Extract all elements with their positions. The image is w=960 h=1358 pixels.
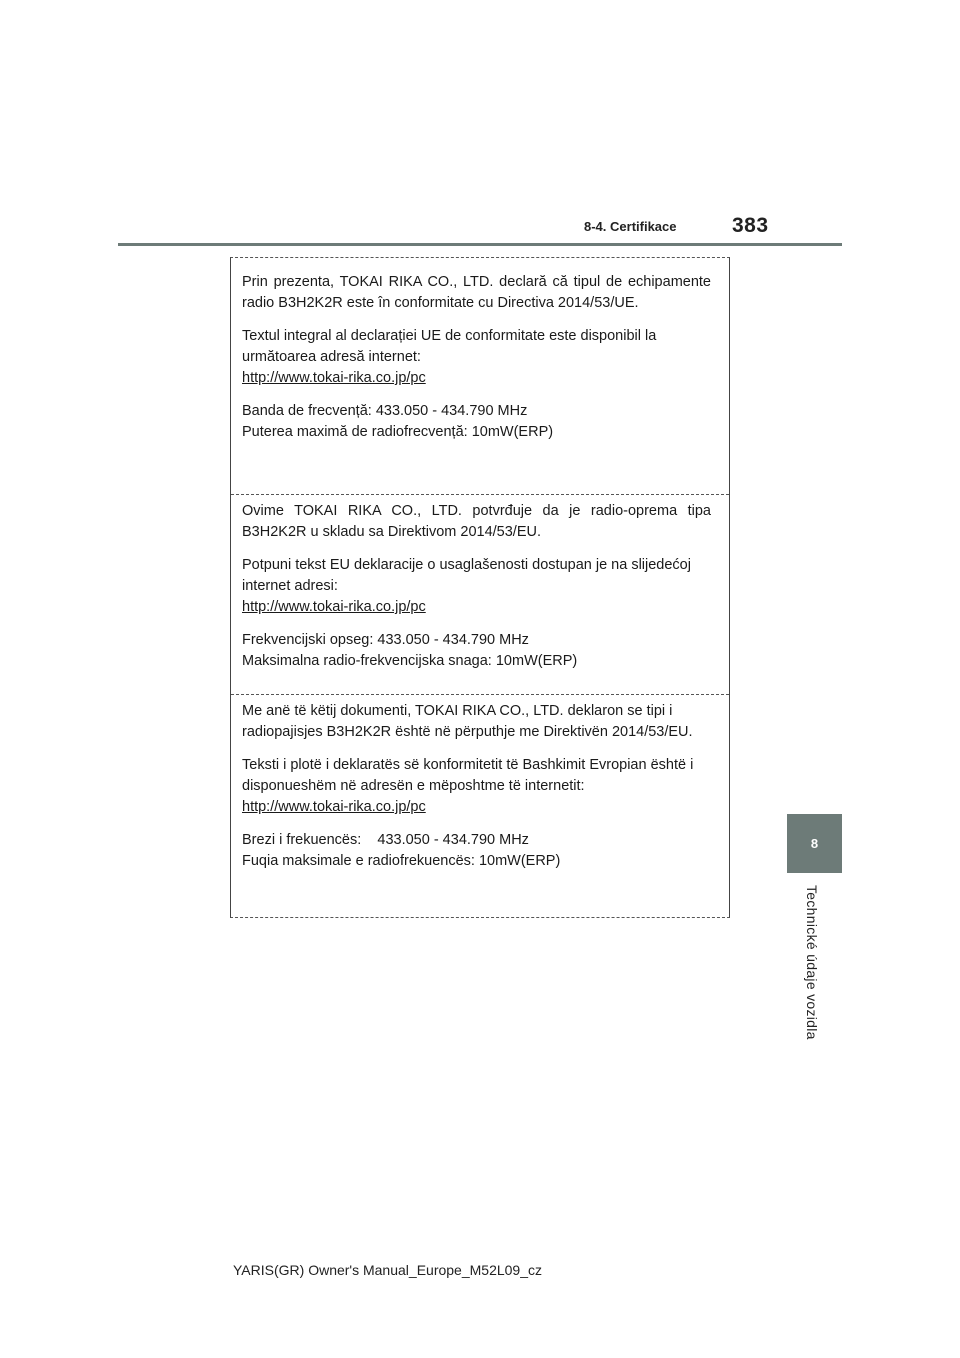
footer-manual-id: YARIS(GR) Owner's Manual_Europe_M52L09_cz <box>233 1262 542 1278</box>
max-power: Puterea maximă de radiofrecvență: 10mW(ERP) <box>242 424 554 440</box>
declaration-url[interactable]: http://www.tokai-rika.co.jp/pc <box>242 799 426 815</box>
cert-block-romanian <box>231 272 729 455</box>
spec-paragraph <box>242 630 711 672</box>
declaration-text: Ovime TOKAI RIKA CO., LTD. potvrđuje da je radio-oprema tipa B3H2K2R u skladu sa Direktivom 2014/53/EU. <box>242 503 711 540</box>
availability-text: Teksti i plotë i deklaratës së konformitetit të Bashkimit Evropian është i disponueshëm në adresën e mëposhtme të internetit: <box>242 757 694 794</box>
cert-block-bosnian <box>231 494 729 684</box>
header-section-title: 8-4. Certifikace <box>584 219 677 234</box>
cert-block-albanian <box>231 694 729 884</box>
frequency-band: Frekvencijski opseg: 433.050 - 434.790 MHz <box>242 632 529 648</box>
declaration-text: Prin prezenta, TOKAI RIKA CO., LTD. declară că tipul de echipamente radio B3H2K2R este în conformitate cu Directiva 2014/53/UE. <box>242 274 711 311</box>
declaration-text: Me anë të këtij dokumenti, TOKAI RIKA CO., LTD. deklaron se tipi i radiopajisjes B3H2K2R është në përputhje me Direktivën 2014/53/EU. <box>242 703 693 740</box>
spec-paragraph <box>242 401 711 443</box>
header-rule <box>118 243 842 246</box>
availability-paragraph <box>242 755 711 818</box>
availability-paragraph <box>242 555 711 618</box>
chapter-number: 8 <box>810 836 819 851</box>
availability-text: Potpuni tekst EU deklaracije o usaglašenosti dostupan je na slijedećoj internet adresi: <box>242 557 691 594</box>
chapter-tab[interactable] <box>787 814 842 873</box>
page-number: 383 <box>732 214 769 237</box>
frequency-band: Banda de frecvență: 433.050 - 434.790 MHz <box>242 403 528 419</box>
availability-paragraph <box>242 326 711 389</box>
spec-paragraph <box>242 830 711 872</box>
certification-box <box>230 257 730 918</box>
declaration-url[interactable]: http://www.tokai-rika.co.jp/pc <box>242 370 426 386</box>
frequency-band: Brezi i frekuencës: 433.050 - 434.790 MHz <box>242 832 529 848</box>
chapter-title: Technické údaje vozidla <box>804 885 820 1040</box>
max-power: Fuqia maksimale e radiofrekuencës: 10mW(ERP) <box>242 853 561 869</box>
max-power: Maksimalna radio-frekvencijska snaga: 10mW(ERP) <box>242 653 578 669</box>
declaration-url[interactable]: http://www.tokai-rika.co.jp/pc <box>242 599 426 615</box>
availability-text: Textul integral al declarației UE de conformitate este disponibil la următoarea adresă internet: <box>242 328 657 365</box>
